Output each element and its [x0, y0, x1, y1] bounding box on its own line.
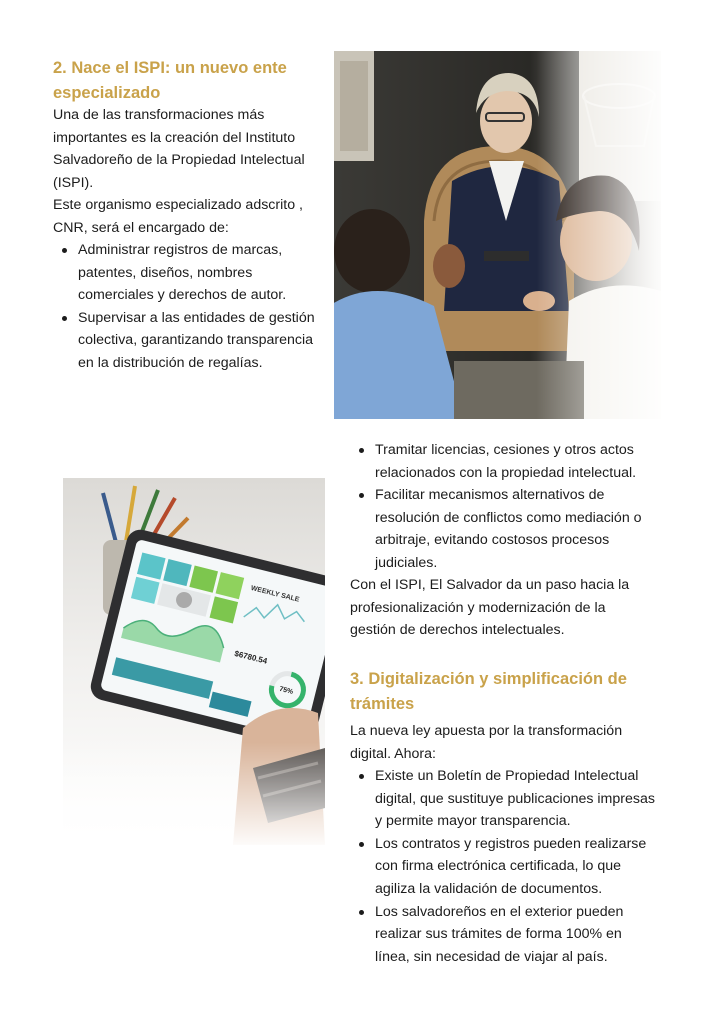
section-2-intro: Una de las transformaciones más importantes es la creación del Instituto Salvadoreño de la Propiedad Intelectual (ISPI). [53, 107, 305, 191]
list-item: Supervisar a las entidades de gestión colectiva, garantizando transparencia en la distribución de regalías. [53, 307, 323, 375]
section-2-bullet-list-1 [53, 239, 323, 375]
tablet-dashboard-photo [63, 478, 325, 845]
section-2-closing: Con el ISPI, El Salvador da un paso hacia la profesionalización y modernización de la gestión de derechos intelectuales. [350, 577, 630, 639]
section-2-lead: Este organismo especializado adscrito , CNR, será el encargado de: [53, 197, 303, 236]
list-item: Administrar registros de marcas, patentes, diseños, nombres comerciales y derechos de autor. [53, 239, 323, 307]
list-item: Los contratos y registros pueden realizarse con firma electrónica certificada, lo que agiliza la validación de documentos. [350, 833, 660, 901]
section-2-bullet-list-2 [350, 439, 650, 575]
tablet-dashboard-illustration [63, 478, 325, 845]
list-item: Tramitar licencias, cesiones y otros actos relacionados con la propiedad intelectual. [350, 439, 650, 484]
section-2-title: 2. Nace el ISPI: un nuevo ente especializado [53, 59, 287, 102]
list-item: Existe un Boletín de Propiedad Intelectual digital, que sustituye publicaciones impresas y permite mayor transparencia. [350, 765, 660, 833]
mediation-meeting-illustration [334, 51, 661, 419]
section-3-title: 3. Digitalización y simplificación de trámites [350, 670, 627, 713]
mediation-meeting-photo [334, 51, 661, 419]
list-item: Los salvadoreños en el exterior pueden realizar sus trámites de forma 100% en línea, sin necesidad de viajar al país. [350, 901, 660, 969]
section-3-bullet-list [350, 765, 660, 968]
section-3-intro: La nueva ley apuesta por la transformación digital. Ahora: [350, 723, 623, 762]
list-item: Facilitar mecanismos alternativos de resolución de conflictos como mediación o arbitraje, evitando costosos procesos judiciales. [350, 484, 650, 574]
